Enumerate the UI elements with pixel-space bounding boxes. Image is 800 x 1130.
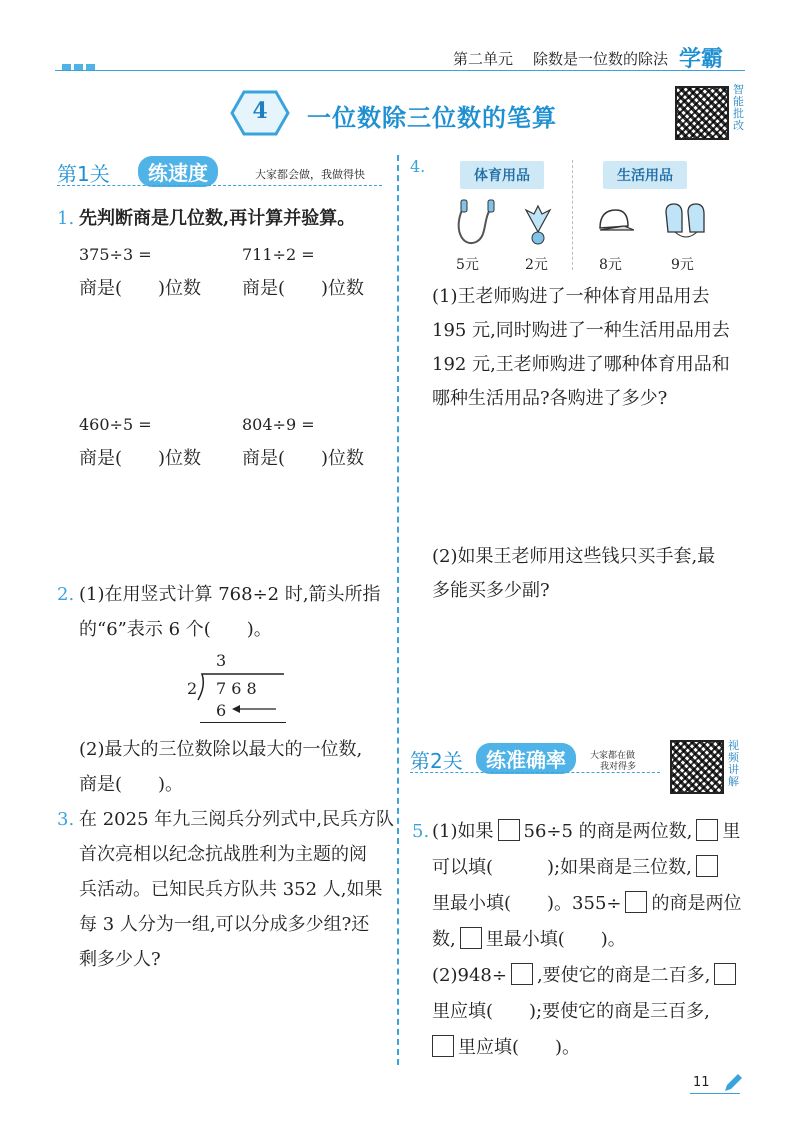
shuttlecock-icon [518,204,558,248]
arrow-icon [232,702,278,716]
level2-note-1: 大家都在做 [590,751,636,761]
q5-line3[interactable] [432,887,741,921]
level2-note-2: 我对得多 [600,762,637,772]
answer-box[interactable] [696,855,718,877]
q5-line1 [432,815,740,849]
q1-answer-2[interactable]: 商是( )位数 [242,278,365,299]
page-number: 11 [693,1075,710,1090]
level1-pill: 练速度 [138,156,218,187]
q5-line5-a: (2)948÷ [432,965,507,986]
q1-expr-4: 804÷9 = [242,415,315,434]
qr-side-label: 智能批改 [733,83,744,132]
q3-line3: 兵活动。已知民兵方队共 352 人,如果 [79,879,383,900]
long-division-dividend: 7 6 8 [216,679,257,698]
qr-code-video[interactable] [670,740,724,794]
q4-part1-line1: (1)王老师购进了一种体育用品用去 [432,286,710,307]
q5-line4[interactable] [432,923,626,957]
q2-part2-line2[interactable]: 商是( )。 [79,774,184,795]
q2-part1-line1: (1)在用竖式计算 768÷2 时,箭头所指 [79,584,381,605]
category-sports: 体育用品 [460,161,544,189]
q5-line1-b: 56÷5 的商是两位数, [523,821,693,842]
level1-label: 第1关 [57,162,110,186]
answer-box[interactable] [498,819,520,841]
q4-part1-line4: 哪种生活用品?各购进了多少? [432,388,668,409]
level2-pill: 练准确率 [476,743,576,774]
qr-code-grading[interactable] [675,86,729,140]
pencil-icon [722,1072,744,1094]
q3-line4: 每 3 人分为一组,可以分成多少组?还 [79,914,370,935]
q5-number: 5. [412,821,430,842]
q1-text: 先判断商是几位数,再计算并验算。 [79,208,356,229]
price-gloves: 9元 [671,257,694,273]
q5-line1-c: 里 [722,821,741,842]
level1-note: 大家都会做，我做得快 [255,168,365,181]
price-cap: 8元 [599,257,622,273]
answer-box[interactable] [625,891,647,913]
q1-answer-4[interactable]: 商是( )位数 [242,448,365,469]
topic-label: 除数是一位数的除法 [533,50,669,68]
q5-line7[interactable] [432,1031,580,1065]
level2-label: 第2关 [410,749,463,773]
column-divider [397,155,399,1065]
q5-line5[interactable] [432,959,740,993]
q2-part2-line1: (2)最大的三位数除以最大的一位数, [79,739,363,760]
q2-number: 2. [57,584,75,605]
q5-line2[interactable] [432,851,722,885]
q5-line1-a: (1)如果 [432,821,494,842]
q1-number: 1. [57,208,75,229]
q5-line4-b: 里最小填( )。 [485,929,626,950]
q4-part1-line3: 192 元,王老师购进了哪种体育用品和 [432,354,730,375]
unit-label: 第二单元 [453,50,514,68]
price-jump-rope: 5元 [456,257,479,273]
q1-expr-1: 375÷3 = [79,245,152,264]
long-division-quotient: 3 [216,651,227,670]
answer-box[interactable] [714,963,736,985]
qr-video-label: 视频讲解 [728,739,739,788]
level1-underline [57,185,382,186]
answer-box[interactable] [460,927,482,949]
q1-expr-3: 460÷5 = [79,415,152,434]
gloves-icon [662,202,710,244]
level2-underline [410,772,660,773]
long-division-partial: 6 [216,701,227,720]
category-divider [572,160,573,270]
lesson-title: 一位数除三位数的笔算 [307,104,557,132]
q2-part1-line2[interactable]: 的“6”表示 6 个( )。 [79,619,272,640]
q3-line1: 在 2025 年九三阅兵分列式中,民兵方队 [79,809,394,830]
header-rule [55,70,745,71]
answer-box[interactable] [696,819,718,841]
cap-icon [594,206,634,240]
q5-line4-a: 数, [432,929,456,950]
jump-rope-icon [452,198,500,250]
q5-line6[interactable]: 里应填( );要使它的商是三百多, [432,1001,710,1022]
header-decoration [62,55,98,74]
q3-line2: 首次亮相以纪念抗战胜利为主题的阅 [79,844,367,865]
q5-line5-b: ,要使它的商是二百多, [536,965,711,986]
q1-answer-3[interactable]: 商是( )位数 [79,448,202,469]
q4-part1-line2: 195 元,同时购进了一种生活用品用去 [432,320,730,341]
price-shuttlecock: 2元 [525,257,548,273]
q4-part2-line2: 多能买多少副? [432,580,550,601]
q5-line3-a: 里最小填( )。355÷ [432,893,622,914]
q3-line5: 剩多少人? [79,949,161,970]
q5-line2-text: 可以填( );如果商是三位数, [432,857,692,878]
q3-number: 3. [57,809,75,830]
answer-box[interactable] [511,963,533,985]
answer-box[interactable] [432,1035,454,1057]
q5-line3-b: 的商是两位 [651,893,742,914]
q1-expr-2: 711÷2 = [242,245,315,264]
q5-line7-text: 里应填( )。 [458,1037,581,1058]
long-division-divisor: 2 [187,679,198,698]
q1-answer-1[interactable]: 商是( )位数 [79,278,202,299]
long-division-rule [200,722,286,723]
brand-logo: 学霸 [679,47,724,72]
q4-part2-line1: (2)如果王老师用这些钱只买手套,最 [432,546,716,567]
category-daily: 生活用品 [603,161,687,189]
lesson-number: 4 [252,98,268,124]
q4-number: 4. [410,157,426,176]
